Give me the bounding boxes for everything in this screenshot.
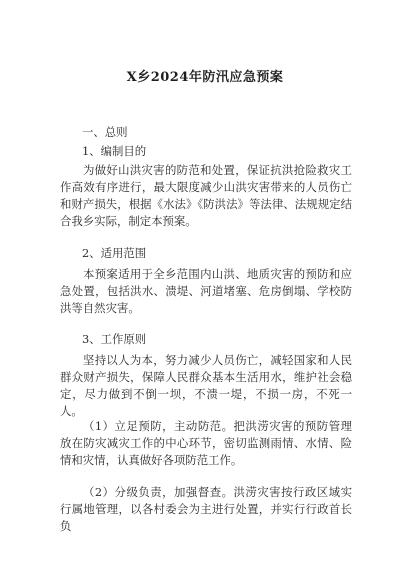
list-item-responsibility: （2）分级负责，加强督查。洪涝灾害按行政区域实行属地管理，以各村委会为主进行处置，并实行行政首长负	[60, 485, 352, 533]
document-title: X乡2024年防汛应急预案	[126, 70, 284, 85]
section-heading-general: 一、总则	[82, 125, 128, 139]
paragraph-scope: 本预案适用于全乡范围内山洪、地质灾害的预防和应急处置，包括洪水、溃堤、河道堵塞、危房倒塌、学校防洪等自然灾害。	[60, 267, 352, 315]
paragraph-purpose: 为做好山洪灾害的防范和处置，保证抗洪抢险救灾工作高效有序进行，最大限度减少山洪灾害带来的人员伤亡和财产损失，根据《水法》《防洪法》等法律、法规规定结合我乡实际，制定本预案。	[60, 163, 352, 228]
subsection-heading-principles: 3、工作原则	[82, 332, 147, 346]
subsection-heading-scope: 2、适用范围	[82, 246, 147, 260]
subsection-heading-purpose: 1、编制目的	[82, 144, 147, 158]
paragraph-principles: 坚持以人为本，努力减少人员伤亡，减轻国家和人民群众财产损失，保障人民群众基本生活用水，维护社会稳定，尽力做到不倒一坝，不溃一堤，不损一房，不死一人。	[60, 353, 352, 418]
list-item-prevention: （1）立足预防，主动防范。把洪涝灾害的预防管理放在防灾减灾工作的中心环节，密切监测雨情、水情、险情和灾情，认真做好各项防范工作。	[60, 419, 352, 467]
